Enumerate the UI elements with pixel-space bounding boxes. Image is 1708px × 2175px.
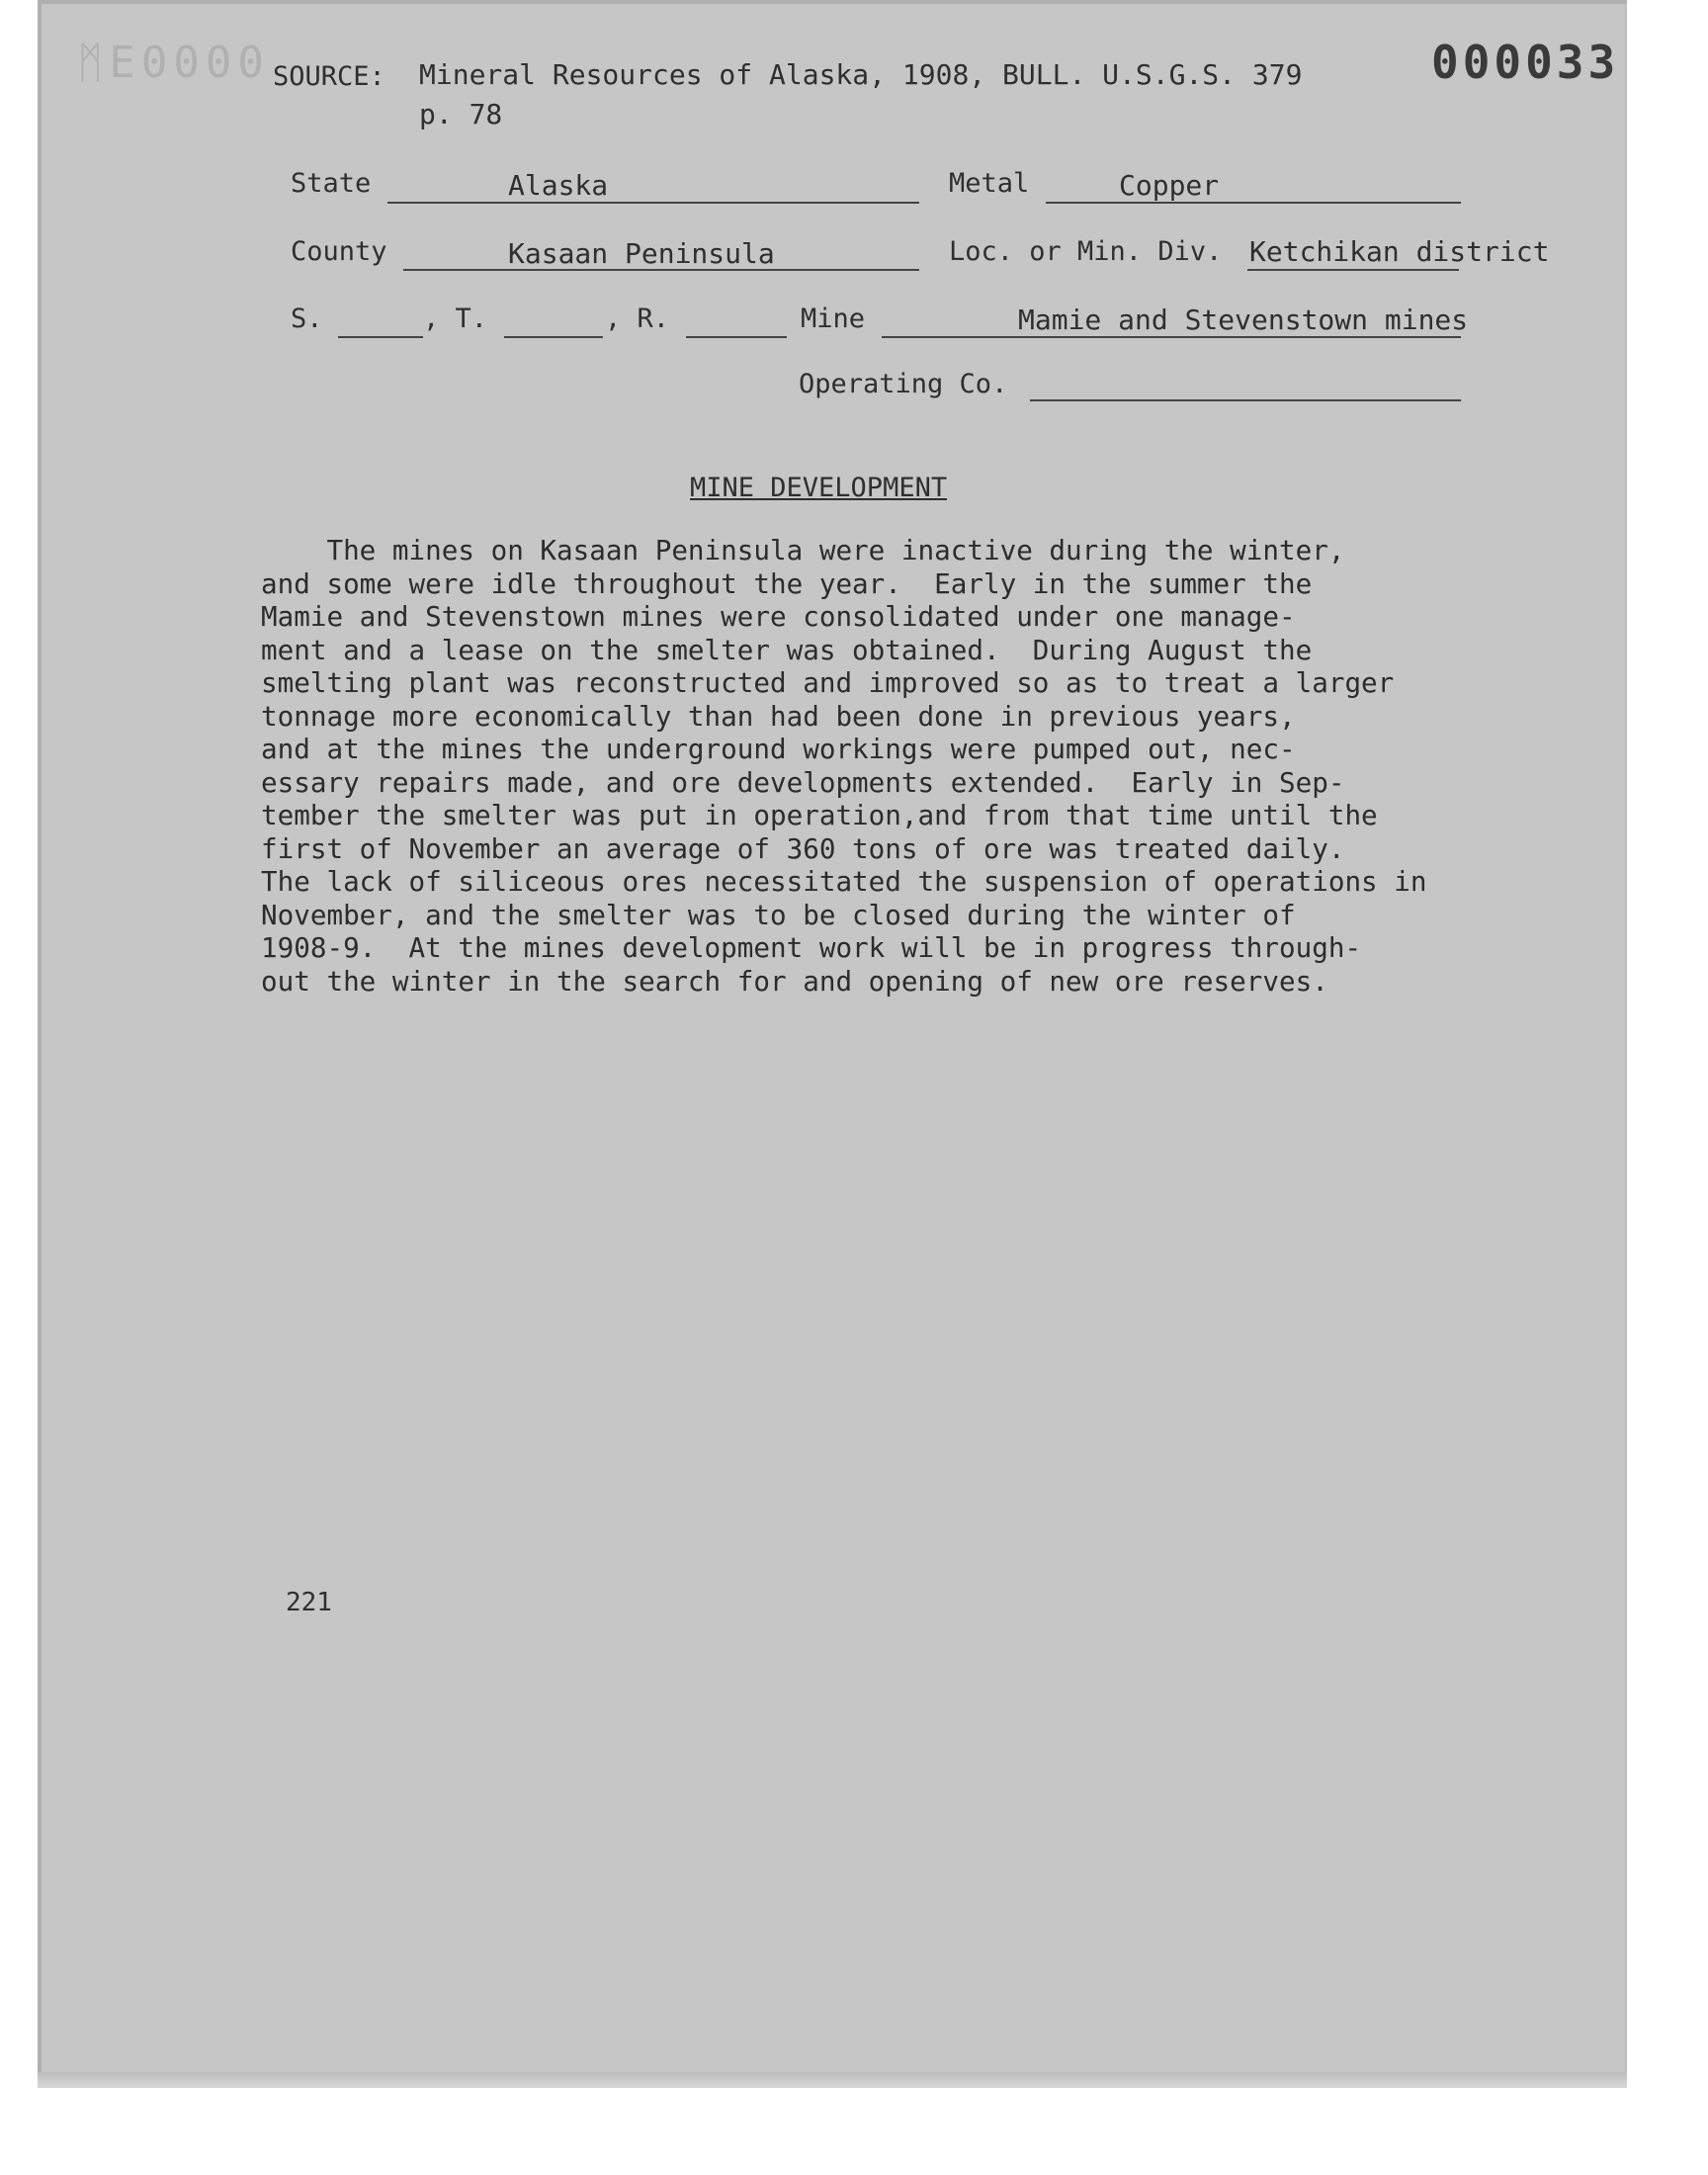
body-line: smelting plant was reconstructed and improved so as to treat a larger <box>261 666 1395 699</box>
body-line: tonnage more economically than had been done in previous years, <box>261 699 1296 733</box>
county-value: Kasaan Peninsula <box>508 237 775 270</box>
page-edge <box>38 2072 1627 2088</box>
document-number-stamp: 000033 <box>1431 36 1620 89</box>
range-field-line <box>686 336 787 338</box>
metal-label: Metal <box>949 168 1030 199</box>
body-line: first of November an average of 360 tons of ore was treated daily. <box>261 831 1345 865</box>
section-label: S. <box>291 304 323 334</box>
mine-value: Mamie and Stevenstown mines <box>1018 304 1469 336</box>
body-line: tember the smelter was put in operation,and from that time until the <box>261 799 1378 831</box>
range-label: , R. <box>605 304 670 334</box>
state-label: State <box>291 168 372 199</box>
body-line: November, and the smelter was to be closed during the winter of <box>261 898 1296 931</box>
metal-value: Copper <box>1119 169 1220 202</box>
body-line: essary repairs made, and ore developments extended. Early in Sep- <box>261 765 1345 799</box>
body-paragraph <box>261 534 1447 998</box>
source-page: p. 78 <box>419 98 503 130</box>
body-line: 1908-9. At the mines development work will be in progress through- <box>261 931 1362 964</box>
township-field-line <box>504 336 603 338</box>
section-heading: MINE DEVELOPMENT <box>690 473 948 503</box>
metal-field-line <box>1046 202 1461 204</box>
township-label: , T. <box>423 304 488 334</box>
body-line: and at the mines the underground workings were pumped out, nec- <box>261 733 1296 765</box>
state-value: Alaska <box>508 169 609 202</box>
body-line: Mamie and Stevenstown mines were consolidated under one manage- <box>261 600 1296 633</box>
faded-stamp-number: ᛗE0000 <box>77 38 270 88</box>
body-line: The lack of siliceous ores necessitated the suspension of operations in <box>261 865 1427 898</box>
mine-label: Mine <box>801 304 866 334</box>
source-label: SOURCE: <box>273 61 385 92</box>
source-citation: Mineral Resources of Alaska, 1908, BULL. U.S.G.S. 379 <box>419 58 1303 91</box>
loc-value: Ketchikan district <box>1249 235 1550 268</box>
operating-company-label: Operating Co. <box>799 369 1008 399</box>
body-line: The mines on Kasaan Peninsula were inactive during the winter, <box>261 534 1345 566</box>
loc-label: Loc. or Min. Div. <box>949 236 1223 267</box>
loc-field-line <box>1247 269 1459 271</box>
body-line: out the winter in the search for and opening of new ore reserves. <box>261 964 1328 998</box>
county-label: County <box>291 236 387 267</box>
body-line: ment and a lease on the smelter was obtained. During August the <box>261 633 1313 666</box>
section-field-line <box>338 336 423 338</box>
page-number: 221 <box>286 1588 332 1617</box>
body-line: and some were idle throughout the year. Early in the summer the <box>261 566 1313 600</box>
state-field-line <box>387 202 919 204</box>
operating-company-field-line <box>1030 399 1461 401</box>
mine-field-line <box>882 336 1461 338</box>
